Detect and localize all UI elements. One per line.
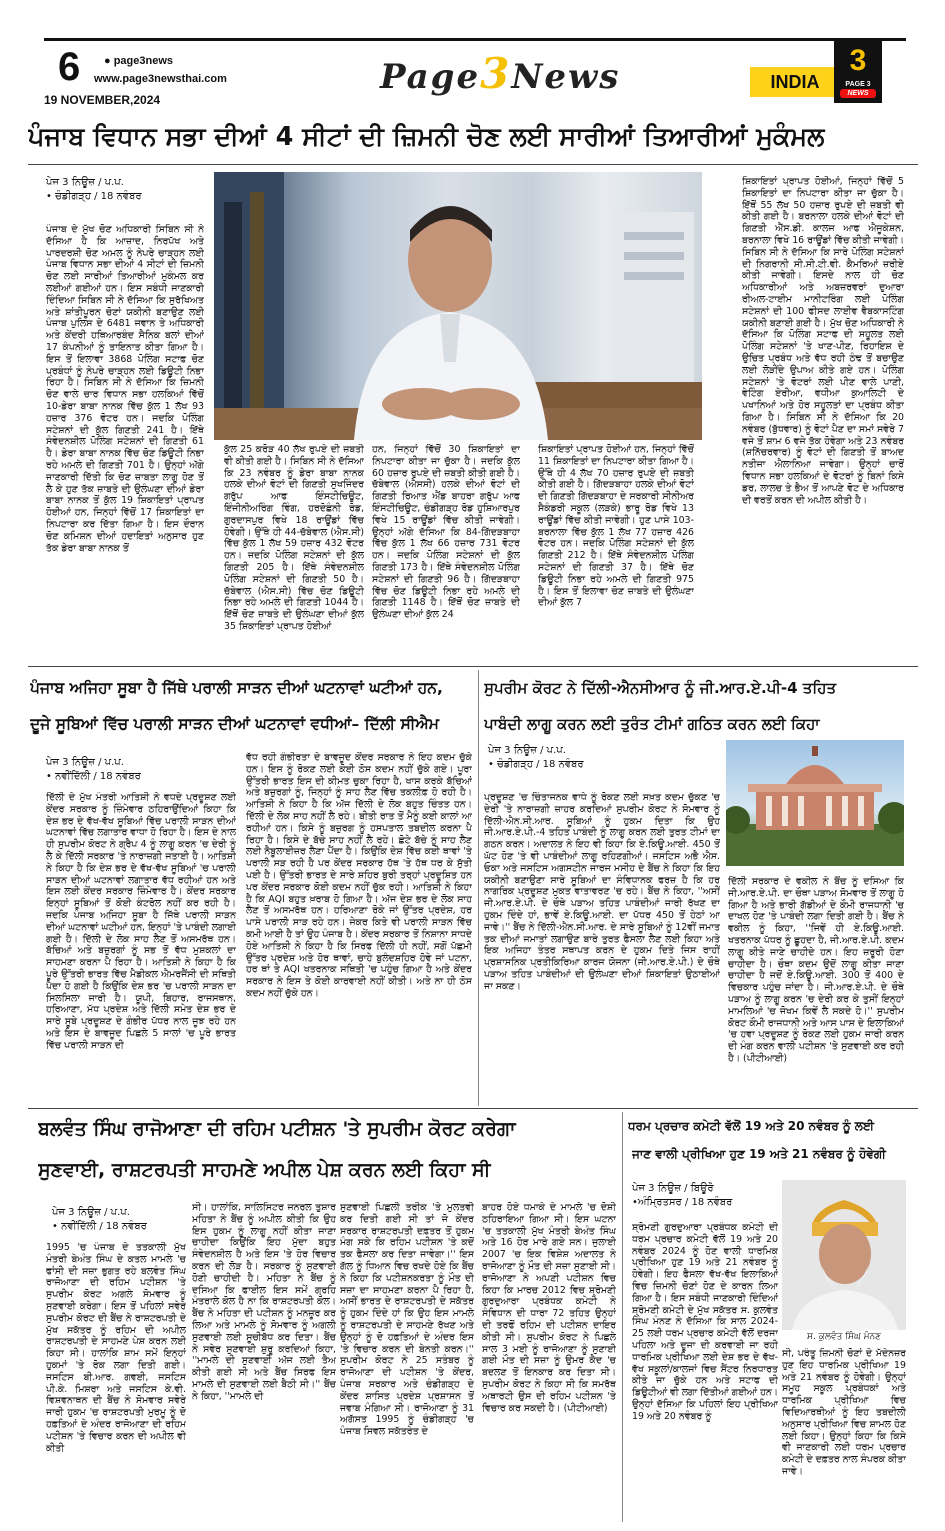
byline-source: ਪੇਜ 3 ਨਿਊਜ਼ / ਪ.ਪ. bbox=[52, 1207, 130, 1218]
photo-caption: ਸ. ਕੁਲਵੰਤ ਸਿੰਘ ਮੰਨਣ bbox=[806, 1332, 882, 1342]
site-name: ● page3news bbox=[104, 55, 174, 67]
byline-source: ਪੇਜ 3 ਨਿਊਜ਼ / ਪ.ਪ. bbox=[46, 177, 124, 188]
edition-badge: INDIA bbox=[750, 67, 840, 97]
person-portrait-icon bbox=[782, 1180, 906, 1330]
story4-col4: ਬਾਹਰ ਹੋਏ ਧਮਾਕੇ ਦੇ ਮਾਮਲੇ 'ਚ ਦੋਸ਼ੀ ਠਹਿਰਾਇਆ ਗਿਆ ਸੀ। ਇਸ ਘਟਨਾ 'ਚ ਤਤਕਾਲੀ ਮੁੱਖ ਮੰਤਰੀ ਬੇਅੰਤ ਸਿੰਘ ਅਤੇ 16 ਹੋਰ ਮਾਰੇ ਗਏ ਸਨ। ਜੁਲਾਈ 2007 'ਚ ਇਕ ਵਿਸ਼ੇਸ਼ ਅਦਾਲਤ ਨੇ ਰਾਜੋਆਣਾ ਨੂੰ ਮੌਤ ਦੀ ਸਜ਼ਾ ਸੁਣਾਈ ਸੀ। ਰਾਜੋਆਣਾ ਨੇ ਅਪਣੀ ਪਟੀਸ਼ਨ ਵਿਚ ਕਿਹਾ ਕਿ ਮਾਰਚ 2012 ਵਿਚ ਸ਼੍ਰੋਮਣੀ ਗੁਰਦੁਆਰਾ ਪ੍ਰਬੰਧਕ ਕਮੇਟੀ ਨੇ ਸੰਵਿਧਾਨ ਦੀ ਧਾਰਾ 72 ਤਹਿਤ ਉਨ੍ਹਾਂ ਦੀ ਤਰਫੋਂ ਰਹਿਮ ਦੀ ਪਟੀਸ਼ਨ ਦਾਇਰ ਕੀਤੀ ਸੀ। ਸੁਪਰੀਮ ਕੋਰਟ ਨੇ ਪਿਛਲੇ ਸਾਲ 3 ਮਈ ਨੂੰ ਰਾਜੋਆਣਾ ਨੂੰ ਸੁਣਾਈ ਗਈ ਮੌਤ ਦੀ ਸਜ਼ਾ ਨੂੰ ਉਮਰ ਕੈਦ 'ਚ ਬਦਲਣ ਤੋਂ ਇਨਕਾਰ ਕਰ ਦਿਤਾ ਸੀ। ਸੁਪਰੀਮ ਕੋਰਟ ਨੇ ਕਿਹਾ ਸੀ ਕਿ ਸਮਰੱਥ ਅਥਾਰਟੀ ਉਸ ਦੀ ਰਹਿਮ ਪਟੀਸ਼ਨ 'ਤੇ ਵਿਚਾਰ ਕਰ ਸਕਦੀ ਹੈ। (ਪੀਟੀਆਈ) bbox=[482, 1202, 616, 1414]
story3-col1: ਪ੍ਰਦੂਸ਼ਣ 'ਚ ਚਿੰਤਾਜਨਕ ਵਾਧੇ ਨੂੰ ਰੋਕਣ ਲਈ ਸਖ਼ਤ ਕਦਮ ਚੁੱਕਣ 'ਚ ਦੇਰੀ 'ਤੇ ਨਾਰਾਜ਼ਗੀ ਜ਼ਾਹਰ ਕਰਦਿਆਂ ਸੁਪਰੀਮ ਕੋਰਟ ਨੇ ਸੋਮਵਾਰ ਨੂੰ ਦਿੱਲੀ-ਐਨ.ਸੀ.ਆਰ. ਸੂਬਿਆਂ ਨੂੰ ਹੁਕਮ ਦਿਤਾ ਕਿ ਉਹ ਜੀ.ਆਰ.ਏ.ਪੀ.-4 ਤਹਿਤ ਪਾਬੰਦੀ ਨੂੰ ਲਾਗੂ ਕਰਨ ਲਈ ਤੁਰਤ ਟੀਮਾਂ ਦਾ ਗਠਨ ਕਰਨ। ਅਦਾਲਤ ਨੇ ਇਹ ਵੀ ਕਿਹਾ ਕਿ ਏ.ਕਿਊ.ਆਈ. 450 ਤੋਂ ਘੱਟ ਹੋਣ 'ਤੇ ਵੀ ਪਾਬੰਦੀਆਂ ਲਾਗੂ ਰਹਿਣਗੀਆਂ। ਜਸਟਿਸ ਅਭੈ ਐਸ. ਓਕਾ ਅਤੇ ਜਸਟਿਸ ਅਗਸਟੀਨ ਜਾਰਜ ਮਸੀਹ ਦੇ ਬੈਂਚ ਨੇ ਕਿਹਾ ਕਿ ਇਹ ਯਕੀਨੀ ਬਣਾਉਣਾ ਸਾਰੇ ਸੂਬਿਆਂ ਦਾ ਸੰਵਿਧਾਨਕ ਫਰਜ਼ ਹੈ ਕਿ ਹਰ ਨਾਗਰਿਕ ਪ੍ਰਦੂਸ਼ਣ ਮੁਕਤ ਵਾਤਾਵਰਣ 'ਚ ਰਹੇ। ਬੈਂਚ ਨੇ ਕਿਹਾ, ''ਅਸੀਂ ਜੀ.ਆਰ.ਏ.ਪੀ. ਦੇ ਚੌਥੇ ਪੜਾਅ ਤਹਿਤ ਪਾਬੰਦੀਆਂ ਜਾਰੀ ਰੱਖਣ ਦਾ ਹੁਕਮ ਦਿੰਦੇ ਹਾਂ, ਭਾਵੇਂ ਏ.ਕਿਊ.ਆਈ. ਦਾ ਪੱਧਰ 450 ਤੋਂ ਹੇਠਾਂ ਆ ਜਾਵੇ।'' ਬੈਂਚ ਨੇ ਦਿੱਲੀ-ਐਨ.ਸੀ.ਆਰ. ਦੇ ਸਾਰੇ ਸੂਬਿਆਂ ਨੂੰ 12ਵੀਂ ਜਮਾਤ ਤਕ ਦੀਆਂ ਜਮਾਤਾਂ ਲਗਾਉਣ ਬਾਰੇ ਤੁਰਤ ਫੈਸਲਾ ਲੈਣ ਲਈ ਕਿਹਾ ਅਤੇ ਇਕ ਅਜਿਹਾ ਤੰਤਰ ਸਥਾਪਤ ਕਰਨ ਦੇ ਹੁਕਮ ਦਿਤੇ ਜਿਸ ਰਾਹੀਂ ਪ੍ਰਸ਼ਾਸਨਿਕ ਪ੍ਰਤੀਕਿਰਿਆ ਕਾਰਜ ਯੋਜਨਾ (ਜੀ.ਆਰ.ਏ.ਪੀ.) ਦੇ ਚੌਥੇ ਪੜਾਅ ਤਹਿਤ ਪਾਬੰਦੀਆਂ ਦੀ ਉਲੰਘਣਾ ਦੀਆਂ ਸ਼ਿਕਾਇਤਾਂ ਉਠਾਈਆਂ ਜਾ ਸਕਣ। bbox=[484, 792, 720, 992]
story1-headline: ਪੰਜਾਬ ਵਿਧਾਨ ਸਭਾ ਦੀਆਂ 4 ਸੀਟਾਂ ਦੀ ਜ਼ਿਮਨੀ ਚੋਣ ਲਈ ਸਾਰੀਆਂ ਤਿਆਰੀਆਂ ਮੁਕੰਮਲ bbox=[28, 122, 825, 152]
story5-headline-line1: ਧਰਮ ਪ੍ਰਚਾਰ ਕਮੇਟੀ ਵੱਲੋਂ 19 ਅਤੇ 20 ਨਵੰਬਰ ਨੂੰ ਲਈ bbox=[628, 1119, 875, 1133]
story2-byline bbox=[46, 756, 206, 784]
story1-col1: ਪੰਜਾਬ ਦੇ ਮੁੱਖ ਚੋਣ ਅਧਿਕਾਰੀ ਸਿਬਿਨ ਸੀ ਨੇ ਦੱਸਿਆ ਹੈ ਕਿ ਆਜ਼ਾਦ, ਨਿਰਪੱਖ ਅਤੇ ਪਾਰਦਰਸ਼ੀ ਚੋਣ ਅਮਲ ਨੂੰ ਨੇਪਰੇ ਚਾੜ੍ਹਨ ਲਈ ਪੰਜਾਬ ਵਿਧਾਨ ਸਭਾ ਦੀਆਂ 4 ਸੀਟਾਂ ਦੀ ਜ਼ਿਮਨੀ ਚੋਣ ਲਈ ਸਾਰੀਆਂ ਤਿਆਰੀਆਂ ਮੁਕੰਮਲ ਕਰ ਲਈਆਂ ਗਈਆਂ ਹਨ। ਇਸ ਸਬੰਧੀ ਜਾਣਕਾਰੀ ਦਿੰਦਿਆ ਸਿਬਿਨ ਸੀ ਨੇ ਦੱਸਿਆ ਕਿ ਸੁਰੱਖਿਅਤ ਅਤੇ ਸ਼ਾਂਤੀਪੂਰਨ ਚੋਣਾਂ ਯਕੀਨੀ ਬਣਾਉਣ ਲਈ ਪੰਜਾਬ ਪੁਲਿਸ ਦੇ 6481 ਜਵਾਨ ਤੇ ਅਧਿਕਾਰੀ ਅਤੇ ਕੇਂਦਰੀ ਹਥਿਆਰਬੰਦ ਸੈਨਿਕ ਬਲਾਂ ਦੀਆਂ 17 ਕੰਪਨੀਆਂ ਨੂੰ ਤਾਇਨਾਤ ਕੀਤਾ ਗਿਆ ਹੈ। ਇਸ ਤੋਂ ਇਲਾਵਾ 3868 ਪੋਲਿੰਗ ਸਟਾਫ ਚੋਣ ਪ੍ਰਬੰਧਾਂ ਨੂੰ ਨੇਪਰੇ ਚਾੜ੍ਹਨ ਲਈ ਡਿਊਟੀ ਨਿਭਾ ਰਿਹਾ ਹੈ। ਸਿਬਿਨ ਸੀ ਨੇ ਦੱਸਿਆ ਕਿ ਜ਼ਿਮਨੀ ਚੋਣ ਵਾਲੇ ਚਾਰ ਵਿਧਾਨ ਸਭਾ ਹਲਕਿਆਂ ਵਿੱਚੋਂ 10-ਡੇਰਾ ਬਾਬਾ ਨਾਨਕ ਵਿੱਚ ਕੁੱਲ 1 ਲੱਖ 93 ਹਜ਼ਾਰ 376 ਵੋਟਰ ਹਨ। ਜਦਕਿ ਪੋਲਿੰਗ ਸਟੇਸ਼ਨਾਂ ਦੀ ਕੁੱਲ ਗਿਣਤੀ 241 ਹੈ। ਇੱਥੇ ਸੰਵੇਦਨਸ਼ੀਲ ਪੋਲਿੰਗ ਸਟੇਸ਼ਨਾਂ ਦੀ ਗਿਣਤੀ 61 ਹੈ। ਡੇਰਾ ਬਾਬਾ ਨਾਨਕ ਵਿੱਚ ਚੋਣ ਡਿਊਟੀ ਨਿਭਾ ਰਹੇ ਅਮਲੇ ਦੀ ਗਿਣਤੀ 701 ਹੈ। ਉਨ੍ਹਾਂ ਅੱਗੇ ਜਾਣਕਾਰੀ ਦਿੱਤੀ ਕਿ ਚੋਣ ਜ਼ਾਬਤਾ ਲਾਗੂ ਹੋਣ ਤੋਂ ਲੈ ਕੇ ਹੁਣ ਤੱਕ ਜ਼ਾਬਤੇ ਦੀ ਉਲੰਘਣਾ ਦੀਆਂ ਡੇਰਾ ਬਾਬਾ ਨਾਨਕ ਤੋਂ ਕੁੱਲ 19 ਸ਼ਿਕਾਇਤਾਂ ਪ੍ਰਾਪਤ ਹੋਈਆਂ ਹਨ, ਜਿਨ੍ਹਾਂ ਵਿੱਚੋਂ 17 ਸ਼ਿਕਾਇਤਾਂ ਦਾ ਨਿਪਟਾਰਾ ਕਰ ਦਿੱਤਾ ਗਿਆ ਹੈ। ਇਸ ਦੌਰਾਨ ਚੋਣ ਕਮਿਸ਼ਨ ਦੀਆਂ ਹਦਾਇਤਾਂ ਅਨੁਸਾਰ ਹੁਣ ਤੱਕ ਡੇਰਾ ਬਾਬਾ ਨਾਨਕ ਤੋਂ bbox=[46, 224, 204, 554]
byline-place: •ਅੰਮ੍ਰਿਤਸਰ / 18 ਨਵੰਬਰ bbox=[632, 1197, 733, 1208]
masthead bbox=[44, 38, 906, 107]
byline-source: ਪੇਜ 3 ਨਿਊਜ਼ / ਪ.ਪ. bbox=[488, 745, 566, 756]
story1-col5: ਸ਼ਿਕਾਇਤਾਂ ਪ੍ਰਾਪਤ ਹੋਈਆਂ, ਜਿਨ੍ਹਾਂ ਵਿੱਚੋਂ 5 ਸ਼ਿਕਾਇਤਾਂ ਦਾ ਨਿਪਟਾਰਾ ਕੀਤਾ ਜਾ ਚੁੱਕਾ ਹੈ। ਇੱਥੋਂ 55 ਲੱਖ 50 ਹਜ਼ਾਰ ਰੁਪਏ ਦੀ ਜ਼ਬਤੀ ਵੀ ਕੀਤੀ ਗਈ ਹੈ। ਬਰਨਾਲਾ ਹਲਕੇ ਦੀਆਂ ਵੋਟਾਂ ਦੀ ਗਿਣਤੀ ਐੱਸ.ਡੀ. ਕਾਲਜ ਆਫ ਐਜੂਕੇਸ਼ਨ, ਬਰਨਾਲਾ ਵਿਖੇ 16 ਰਾਊਂਡਾਂ ਵਿੱਚ ਕੀਤੀ ਜਾਵੇਗੀ। ਸਿਬਿਨ ਸੀ ਨੇ ਦੱਸਿਆ ਕਿ ਸਾਰੇ ਪੋਲਿੰਗ ਸਟੇਸ਼ਨਾਂ ਦੀ ਨਿਗਰਾਨੀ ਸੀ.ਸੀ.ਟੀ.ਵੀ. ਕੈਮਰਿਆਂ ਜ਼ਰੀਏ ਕੀਤੀ ਜਾਵੇਗੀ। ਇਸਦੇ ਨਾਲ ਹੀ ਚੋਣ ਅਧਿਕਾਰੀਆਂ ਅਤੇ ਅਬਜ਼ਰਵਰਾਂ ਦੁਆਰਾ ਰੀਅਲ-ਟਾਈਮ ਮਾਨੀਟਰਿੰਗ ਲਈ ਪੋਲਿੰਗ ਸਟੇਸ਼ਨਾਂ ਦੀ 100 ਫੀਸਦ ਲਾਈਵ ਵੈਬਕਾਸਟਿੰਗ ਯਕੀਨੀ ਬਣਾਈ ਗਈ ਹੈ। ਮੁੱਖ ਚੋਣ ਅਧਿਕਾਰੀ ਨੇ ਦੱਸਿਆ ਕਿ ਪੋਲਿੰਗ ਸਟਾਫ ਦੀ ਸਹੂਲਤ ਲਈ ਪੋਲਿੰਗ ਸਟੇਸ਼ਨਾਂ 'ਤੇ ਖਾਣ-ਪੀਣ, ਰਿਹਾਇਸ਼ ਦੇ ਉਚਿਤ ਪ੍ਰਬੰਧ ਅਤੇ ਵੱਧ ਰਹੀ ਠੰਢ ਤੋਂ ਬਚਾਉਣ ਲਈ ਲੋੜੀਂਦੇ ਉਪਾਅ ਕੀਤੇ ਗਏ ਹਨ। ਪੋਲਿੰਗ ਸਟੇਸ਼ਨਾਂ 'ਤੇ ਵੋਟਰਾਂ ਲਈ ਪੀਣ ਵਾਲੇ ਪਾਣੀ, ਵੇਟਿੰਗ ਏਰੀਆ, ਵਧੀਆ ਕੁਆਲਿਟੀ ਦੇ ਪਖਾਨਿਆਂ ਅਤੇ ਹੋਰ ਸਹੂਲਤਾਂ ਦਾ ਪ੍ਰਬੰਧ ਕੀਤਾ ਗਿਆ ਹੈ। ਸਿਬਿਨ ਸੀ ਨੇ ਦੱਸਿਆ ਕਿ 20 ਨਵੰਬਰ (ਬੁੱਧਵਾਰ) ਨੂੰ ਵੋਟਾਂ ਪੈਣ ਦਾ ਸਮਾਂ ਸਵੇਰੇ 7 ਵਜੇ ਤੋਂ ਸ਼ਾਮ 6 ਵਜੇ ਤੱਕ ਹੋਵੇਗਾ ਅਤੇ 23 ਨਵੰਬਰ (ਸ਼ਨਿੱਚਰਵਾਰ) ਨੂੰ ਵੋਟਾਂ ਦੀ ਗਿਣਤੀ ਤੋਂ ਬਾਅਦ ਨਤੀਜਾ ਐਲਾਨਿਆ ਜਾਵੇਗਾ। ਉਨ੍ਹਾਂ ਚਾਰੋਂ ਵਿਧਾਨ ਸਭਾ ਹਲਕਿਆਂ ਦੇ ਵੋਟਰਾਂ ਨੂੰ ਬਿਨਾਂ ਕਿਸੇ ਡਰ, ਲਾਲਚ ਤੇ ਭੈਅ ਤੋਂ ਆਪਣੇ ਵੋਟ ਦੇ ਅਧਿਕਾਰ ਦੀ ਵਰਤੋਂ ਕਰਨ ਦੀ ਅਪੀਲ ਕੀਤੀ ਹੈ। bbox=[742, 176, 904, 506]
story4-headline-line1: ਬਲਵੰਤ ਸਿੰਘ ਰਾਜੋਆਣਾ ਦੀ ਰਹਿਮ ਪਟੀਸ਼ਨ 'ਤੇ ਸੁਪਰੀਮ ਕੋਰਟ ਕਰੇਗਾ bbox=[38, 1118, 516, 1140]
story3-headline-line1: ਸੁਪਰੀਮ ਕੋਰਟ ਨੇ ਦਿੱਲੀ-ਐਨਸੀਆਰ ਨੂੰ ਜੀ.ਆਰ.ਏ.ਪੀ-4 ਤਹਿਤ bbox=[484, 679, 837, 697]
byline-place: • ਨਵੀਂਦਿੱਲੀ / 18 ਨਵੰਬਰ bbox=[52, 1221, 147, 1232]
story1-col4: ਸ਼ਿਕਾਇਤਾਂ ਪ੍ਰਾਪਤ ਹੋਈਆਂ ਹਨ, ਜਿਨ੍ਹਾਂ ਵਿੱਚੋਂ 11 ਸ਼ਿਕਾਇਤਾਂ ਦਾ ਨਿਪਟਾਰਾ ਕੀਤਾ ਗਿਆ ਹੈ। ਉੱਥੇ ਹੀ 4 ਲੱਖ 70 ਹਜ਼ਾਰ ਰੁਪਏ ਦੀ ਜ਼ਬਤੀ ਕੀਤੀ ਗਈ ਹੈ। ਗਿੱਦੜਬਾਹਾ ਹਲਕੇ ਦੀਆਂ ਵੋਟਾਂ ਦੀ ਗਿਣਤੀ ਗਿੱਦੜਬਾਹਾ ਦੇ ਸਰਕਾਰੀ ਸੀਨੀਅਰ ਸੈਕੰਡਰੀ ਸਕੂਲ (ਲੜਕੇ) ਭਾਰੂ ਰੋਡ ਵਿਖੇ 13 ਰਾਊਂਡਾਂ ਵਿੱਚ ਕੀਤੀ ਜਾਵੇਗੀ। ਹੁਣ ਪਾਸੇ 103-ਬਰਨਾਲਾ ਵਿੱਚ ਕੁੱਲ 1 ਲੱਖ 77 ਹਜ਼ਾਰ 426 ਵੋਟਰ ਹਨ। ਜਦਕਿ ਪੋਲਿੰਗ ਸਟੇਸ਼ਨਾਂ ਦੀ ਕੁੱਲ ਗਿਣਤੀ 212 ਹੈ। ਇੱਥੇ ਸੰਵੇਦਨਸ਼ੀਲ ਪੋਲਿੰਗ ਸਟੇਸ਼ਨਾਂ ਦੀ ਗਿਣਤੀ 37 ਹੈ। ਇੱਥੇ ਚੋਣ ਡਿਊਟੀ ਨਿਭਾ ਰਹੇ ਅਮਲੇ ਦੀ ਗਿਣਤੀ 975 ਹੈ। ਇਸ ਤੋਂ ਇਲਾਵਾ ਚੋਣ ਜ਼ਾਬਤੇ ਦੀ ਉਲੰਘਣਾ ਦੀਆਂ ਕੁੱਲ 7 bbox=[538, 444, 694, 609]
story5-col2: ਸੀ, ਪਰੰਤੂ ਜ਼ਿਮਨੀ ਚੋਣਾਂ ਦੇ ਮੱਦੇਨਜ਼ਰ ਹੁਣ ਇਹ ਧਾਰਮਿਕ ਪ੍ਰੀਖਿਆ 19 ਅਤੇ 21 ਨਵੰਬਰ ਨੂੰ ਹੋਵੇਗੀ। ਉਨ੍ਹਾਂ ਸਮੂਹ ਸਕੂਲ ਪ੍ਰਬੰਧਕਾਂ ਅਤੇ ਧਾਰਮਿਕ ਪ੍ਰੀਖਿਆ ਵਿਚ ਵਿਦਿਆਰਥੀਆਂ ਨੂੰ ਇਹ ਤਬਦੀਲੀ ਅਨੁਸਾਰ ਪ੍ਰੀਖਿਆ ਵਿਚ ਸ਼ਾਮਲ ਹੋਣ ਲਈ ਕਿਹਾ। ਉਨ੍ਹਾਂ ਕਿਹਾ ਕਿ ਕਿਸੇ ਵੀ ਜਾਣਕਾਰੀ ਲਈ ਧਰਮ ਪ੍ਰਚਾਰ ਕਮੇਟੀ ਦੇ ਦਫ਼ਤਰ ਨਾਲ ਸੰਪਰਕ ਕੀਤਾ ਜਾਵੇ। bbox=[782, 1348, 906, 1477]
page-number: 6 bbox=[58, 45, 81, 89]
story4-col3: ਸੁਣਵਾਈ ਪਿਛਲੀ ਤਰੀਕ 'ਤੇ ਮੁਲਤਵੀ ਕਰ ਦਿਤੀ ਗਈ ਸੀ ਤਾਂ ਜੋ ਕੇਂਦਰ ਸਰਕਾਰ ਰਾਸ਼ਟਰਪਤੀ ਦਫ਼ਤਰ ਤੋਂ ਹੁਕਮ ਮੰਗ ਸਕੇ ਕਿ ਰਹਿਮ ਪਟੀਸ਼ਨ 'ਤੇ ਕਦੋਂ ਤਕ ਫੈਸਲਾ ਕਰ ਦਿਤਾ ਜਾਵੇਗਾ।'' ਇਸ ਗੱਲ ਨੂੰ ਧਿਆਨ ਵਿਚ ਰਖਦੇ ਹੋਏ ਕਿ ਬੈਂਚ ਨੇ ਕਿਹਾ ਕਿ ਪਟੀਸ਼ਨਕਰਤਾ ਨੂੰ ਮੌਤ ਦੀ ਸਜ਼ਾ ਦਾ ਸਾਹਮਣਾ ਕਰਨਾ ਪੈ ਰਿਹਾ ਹੈ, ਅਸੀਂ ਭਾਰਤ ਦੇ ਰਾਸ਼ਟਰਪਤੀ ਦੇ ਸਕੱਤਰ ਨੂੰ ਹੁਕਮ ਦਿੰਦੇ ਹਾਂ ਕਿ ਉਹ ਇਸ ਮਾਮਲੇ ਨੂੰ ਰਾਸ਼ਟਰਪਤੀ ਦੇ ਸਾਹਮਣੇ ਰੱਖਣ ਅਤੇ ਉਨ੍ਹਾਂ ਨੂੰ ਦੋ ਹਫ਼ਤਿਆਂ ਦੇ ਅੰਦਰ ਇਸ 'ਤੇ ਵਿਚਾਰ ਕਰਨ ਦੀ ਬੇਨਤੀ ਕਰਨ।'' ਸੁਪਰੀਮ ਕੋਰਟ ਨੇ 25 ਸਤੰਬਰ ਨੂੰ ਰਾਜੋਆਣਾ ਦੀ ਪਟੀਸ਼ਨ 'ਤੇ ਕੇਂਦਰ, ਪੰਜਾਬ ਸਰਕਾਰ ਅਤੇ ਚੰਡੀਗੜ੍ਹ ਦੇ ਕੇਂਦਰ ਸ਼ਾਸਿਤ ਪ੍ਰਦੇਸ਼ ਪ੍ਰਸ਼ਾਸਨ ਤੋਂ ਜਵਾਬ ਮੰਗਿਆ ਸੀ। ਰਾਜੋਆਣਾ ਨੂੰ 31 ਅਗੱਸਤ 1995 ਨੂੰ ਚੰਡੀਗੜ੍ਹ 'ਚ ਪੰਜਾਬ ਸਿਵਲ ਸਕੱਤਰੇਤ ਦੇ bbox=[340, 1202, 474, 1438]
story5-col1: ਸ਼੍ਰੋਮਣੀ ਗੁਰਦੁਆਰਾ ਪ੍ਰਬੰਧਕ ਕਮੇਟੀ ਦੀ ਧਰਮ ਪ੍ਰਚਾਰ ਕਮੇਟੀ ਵੱਲੋਂ 19 ਅਤੇ 20 ਨਵੰਬਰ 2024 ਨੂੰ ਹੋਣ ਵਾਲੀ ਧਾਰਮਿਕ ਪ੍ਰੀਖਿਆ ਹੁਣ 19 ਅਤੇ 21 ਨਵੰਬਰ ਨੂੰ ਹੋਵੇਗੀ। ਇਹ ਫੈਸਲਾ ਵੱਖ-ਵੱਖ ਇਲਾਕਿਆਂ ਵਿਚ ਜ਼ਿਮਨੀ ਚੋਣਾਂ ਹੋਣ ਦੇ ਕਾਰਨ ਲਿਆ ਗਿਆ ਹੈ। ਇਸ ਸਬੰਧੀ ਜਾਣਕਾਰੀ ਦਿੰਦਿਆਂ ਸ਼੍ਰੋਮਣੀ ਕਮੇਟੀ ਦੇ ਮੁੱਖ ਸਕੱਤਰ ਸ. ਕੁਲਵੰਤ ਸਿੰਘ ਮੰਨਣ ਨੇ ਦੱਸਿਆ ਕਿ ਸਾਲ 2024-25 ਲਈ ਧਰਮ ਪ੍ਰਚਾਰ ਕਮੇਟੀ ਵੱਲੋਂ ਦਰਜਾ ਪਹਿਲਾ ਅਤੇ ਦੂਜਾ ਦੀ ਕਰਵਾਈ ਜਾ ਰਹੀ ਧਾਰਮਿਕ ਪ੍ਰੀਖਿਆ ਲਈ ਦੇਸ਼ ਭਰ ਦੇ ਵੱਖ-ਵੱਖ ਸਕੂਲਾਂ/ਕਾਲਜਾਂ ਵਿਚ ਸੈਂਟਰ ਨਿਰਧਾਰਤ ਕੀਤੇ ਜਾ ਚੁੱਕੇ ਹਨ ਅਤੇ ਸਟਾਫ ਦੀ ਡਿਊਟੀਆਂ ਵੀ ਲਗਾ ਦਿੱਤੀਆਂ ਗਈਆਂ ਹਨ। ਉਨ੍ਹਾਂ ਦੱਸਿਆ ਕਿ ਪਹਿਲਾਂ ਇਹ ਪ੍ਰੀਖਿਆ 19 ਅਤੇ 20 ਨਵੰਬਰ ਨੂੰ bbox=[632, 1222, 778, 1422]
byline-place: • ਚੰਡੀਗੜ੍ਹ / 18 ਨਵੰਬਰ bbox=[488, 759, 584, 770]
story2-col1: ਦਿੱਲੀ ਦੇ ਮੁੱਖ ਮੰਤਰੀ ਆਤਿਸ਼ੀ ਨੇ ਵਧਦੇ ਪ੍ਰਦੂਸ਼ਣ ਲਈ ਕੇਂਦਰ ਸਰਕਾਰ ਨੂੰ ਜ਼ਿੰਮੇਵਾਰ ਠਹਿਰਾਉਂਦਿਆਂ ਕਿਹਾ ਕਿ ਦੇਸ਼ ਭਰ ਦੇ ਵੱਖ-ਵੱਖ ਸੂਬਿਆਂ ਵਿੱਚ ਪਰਾਲੀ ਸਾੜਨ ਦੀਆਂ ਘਟਨਾਵਾਂ ਵਿੱਚ ਲਗਾਤਾਰ ਵਾਧਾ ਹੋ ਰਿਹਾ ਹੈ। ਇਸ ਦੇ ਨਾਲ ਹੀ ਸੁਪਰੀਮ ਕੋਰਟ ਨੇ ਗ੍ਰੈਪ 4 ਨੂੰ ਲਾਗੂ ਕਰਨ 'ਚ ਦੇਰੀ ਨੂੰ ਲੈ ਕੇ ਦਿੱਲੀ ਸਰਕਾਰ 'ਤੇ ਨਾਰਾਜ਼ਗੀ ਜਤਾਈ ਹੈ। ਆਤਿਸ਼ੀ ਨੇ ਕਿਹਾ ਹੈ ਕਿ ਦੇਸ਼ ਭਰ ਦੇ ਵੱਖ-ਵੱਖ ਸੂਬਿਆਂ 'ਚ ਪਰਾਲੀ ਸਾੜਨ ਦੀਆਂ ਘਟਨਾਵਾਂ ਲਗਾਤਾਰ ਵੱਧ ਰਹੀਆਂ ਹਨ ਅਤੇ ਇਸ ਲਈ ਕੇਂਦਰ ਸਰਕਾਰ ਜ਼ਿੰਮੇਵਾਰ ਹੈ। ਕੇਂਦਰ ਸਰਕਾਰ ਇਨ੍ਹਾਂ ਸੂਬਿਆਂ ਤੋਂ ਕੋਈ ਕੰਟਰੋਲ ਨਹੀਂ ਕਰ ਰਹੀ ਹੈ। ਜਦਕਿ ਪੰਜਾਬ ਅਜਿਹਾ ਸੂਬਾ ਹੈ ਜਿੱਥੇ ਪਰਾਲੀ ਸਾੜਨ ਦੀਆਂ ਘਟਨਾਵਾਂ ਘਟੀਆਂ ਹਨ, ਇਨ੍ਹਾਂ 'ਤੇ ਪਾਬੰਦੀ ਲਗਾਈ ਗਈ ਹੈ। ਦਿੱਲੀ ਦੇ ਲੋਕ ਸਾਹ ਲੈਣ ਤੋਂ ਅਸਮਰੱਥ ਹਨ। ਬੱਚਿਆਂ ਅਤੇ ਬਜ਼ੁਰਗਾਂ ਨੂੰ ਸਭ ਤੋਂ ਵੱਧ ਮੁਸ਼ਕਲਾਂ ਦਾ ਸਾਹਮਣਾ ਕਰਨਾ ਪੈ ਰਿਹਾ ਹੈ। ਆਤਿਸ਼ੀ ਨੇ ਕਿਹਾ ਹੈ ਕਿ ਪੂਰੇ ਉੱਤਰੀ ਭਾਰਤ ਵਿੱਚ ਮੈਡੀਕਲ ਐਮਰਜੈਂਸੀ ਦੀ ਸਥਿਤੀ ਪੈਦਾ ਹੋ ਗਈ ਹੈ ਕਿਉਂਕਿ ਦੇਸ਼ ਭਰ 'ਚ ਪਰਾਲੀ ਸਾੜਨ ਦਾ ਸਿਲਸਿਲਾ ਜਾਰੀ ਹੈ। ਯੂਪੀ, ਬਿਹਾਰ, ਰਾਜਸਥਾਨ, ਹਰਿਆਣਾ, ਮੱਧ ਪ੍ਰਦੇਸ਼ ਅਤੇ ਦਿੱਲੀ ਸਮੇਤ ਦੇਸ਼ ਭਰ ਦੇ ਸਾਰੇ ਸੂਬੇ ਪ੍ਰਦੂਸ਼ਣ ਦੇ ਗੰਭੀਰ ਪੱਧਰ ਨਾਲ ਜੂਝ ਰਹੇ ਹਨ ਅਤੇ ਇਸ ਦੇ ਬਾਵਜੂਦ ਪਿਛਲੇ 5 ਸਾਲਾਂ 'ਚ ਪੂਰੇ ਭਾਰਤ ਵਿੱਚ ਪਰਾਲੀ ਸਾੜਨ ਦੀ bbox=[46, 792, 236, 1051]
site-url: www.page3newsthai.com bbox=[94, 73, 227, 85]
brand-logo-icon: 3 PAGE 3 NEWS bbox=[834, 41, 882, 103]
story5-byline bbox=[632, 1182, 782, 1210]
story1-col3: ਹਨ, ਜਿਨ੍ਹਾਂ ਵਿੱਚੋਂ 30 ਸ਼ਿਕਾਇਤਾਂ ਦਾ ਨਿਪਟਾਰਾ ਕੀਤਾ ਜਾ ਚੁੱਕਾ ਹੈ। ਜਦਕਿ ਕੁੱਲ 60 ਹਜ਼ਾਰ ਰੁਪਏ ਦੀ ਜ਼ਬਤੀ ਕੀਤੀ ਗਈ ਹੈ। ਚੱਬੇਵਾਲ (ਐਸਸੀ) ਹਲਕੇ ਦੀਆਂ ਵੋਟਾਂ ਦੀ ਗਿਣਤੀ ਰਿਆਤ ਐਂਡ ਬਾਹਰਾ ਗਰੁੱਪ ਆਫ ਇੰਸਟੀਚਿਊਟ, ਚੰਡੀਗੜ੍ਹ ਰੋਡ ਹੁਸ਼ਿਆਰਪੁਰ ਵਿਖੇ 15 ਰਾਊਂਡਾਂ ਵਿੱਚ ਕੀਤੀ ਜਾਵੇਗੀ। ਉਨ੍ਹਾਂ ਅੱਗੇ ਦੱਸਿਆ ਕਿ 84-ਗਿੱਦੜਬਾਹਾ ਵਿੱਚ ਕੁੱਲ 1 ਲੱਖ 66 ਹਜ਼ਾਰ 731 ਵੋਟਰ ਹਨ। ਜਦਕਿ ਪੋਲਿੰਗ ਸਟੇਸ਼ਨਾਂ ਦੀ ਕੁੱਲ ਗਿਣਤੀ 173 ਹੈ। ਇੱਥੇ ਸੰਵੇਦਨਸ਼ੀਲ ਪੋਲਿੰਗ ਸਟੇਸ਼ਨਾਂ ਦੀ ਗਿਣਤੀ 96 ਹੈ। ਗਿੱਦੜਬਾਹਾ ਵਿੱਚ ਚੋਣ ਡਿਊਟੀ ਨਿਭਾ ਰਹੇ ਅਮਲੇ ਦੀ ਗਿਣਤੀ 1148 ਹੈ। ਇੱਥੋਂ ਚੋਣ ਜ਼ਾਬਤੇ ਦੀ ਉਲੰਘਣਾ ਦੀਆਂ ਕੁੱਲ 24 bbox=[372, 444, 520, 621]
newspaper-logo: Page3News bbox=[380, 49, 621, 98]
story3-col2: ਦਿੱਲੀ ਸਰਕਾਰ ਦੇ ਵਕੀਲ ਨੇ ਬੈਂਚ ਨੂੰ ਦਸਿਆ ਕਿ ਜੀ.ਆਰ.ਏ.ਪੀ. ਦਾ ਚੌਥਾ ਪੜਾਅ ਸੋਮਵਾਰ ਤੋਂ ਲਾਗੂ ਹੋ ਗਿਆ ਹੈ ਅਤੇ ਭਾਰੀ ਗੱਡੀਆਂ ਦੇ ਕੌਮੀ ਰਾਜਧਾਨੀ 'ਚ ਦਾਖਲ ਹੋਣ 'ਤੇ ਪਾਬੰਦੀ ਲਗਾ ਦਿਤੀ ਗਈ ਹੈ। ਬੈਂਚ ਨੇ ਵਕੀਲ ਨੂੰ ਕਿਹਾ, ''ਜਿਵੇਂ ਹੀ ਏ.ਕਿਊ.ਆਈ. ਖਤਰਨਾਕ ਪੱਧਰ ਨੂੰ ਛੂਹਦਾ ਹੈ, ਜੀ.ਆਰ.ਏ.ਪੀ. ਕਦਮ ਲਾਗੂ ਕੀਤੇ ਜਾਣੇ ਚਾਹੀਦੇ ਹਨ। ਇਹ ਜ਼ਰੂਰੀ ਹੋਣਾ ਚਾਹੀਦਾ ਹੈ। ਚੌਥਾ ਕਦਮ ਉਦੋਂ ਲਾਗੂ ਕੀਤਾ ਜਾਣਾ ਚਾਹੀਦਾ ਹੈ ਜਦੋਂ ਏ.ਕਿਊ.ਆਈ. 300 ਤੋਂ 400 ਦੇ ਵਿਚਕਾਰ ਪਹੁੰਚ ਜਾਂਦਾ ਹੈ। ਜੀ.ਆਰ.ਏ.ਪੀ. ਦੇ ਚੌਥੇ ਪੜਾਅ ਨੂੰ ਲਾਗੂ ਕਰਨ 'ਚ ਦੇਰੀ ਕਰ ਕੇ ਤੁਸੀਂ ਇਨ੍ਹਾਂ ਮਾਮਲਿਆਂ 'ਚ ਜੋਖਮ ਕਿਵੇਂ ਲੈ ਸਕਦੇ ਹੋ।'' ਸੁਪਰੀਮ ਕੋਰਟ ਕੌਮੀ ਰਾਜਧਾਨੀ ਅਤੇ ਆਸ ਪਾਸ ਦੇ ਇਲਾਕਿਆਂ 'ਚ ਹਵਾ ਪ੍ਰਦੂਸ਼ਣ ਨੂੰ ਰੋਕਣ ਲਈ ਹੁਕਮ ਜਾਰੀ ਕਰਨ ਦੀ ਮੰਗ ਕਰਨ ਵਾਲੀ ਪਟੀਸ਼ਨ 'ਤੇ ਸੁਣਵਾਈ ਕਰ ਰਹੀ ਹੈ। (ਪੀਟੀਆਈ) bbox=[728, 876, 904, 1064]
story4-byline bbox=[52, 1206, 212, 1234]
byline-place: • ਚੰਡੀਗੜ੍ਹ / 18 ਨਵੰਬਰ bbox=[46, 191, 142, 202]
byline-source: ਪੇਜ 3 ਨਿਊਜ਼ / ਪ.ਪ. bbox=[46, 757, 124, 768]
story3-headline-line2: ਪਾਬੰਦੀ ਲਾਗੂ ਕਰਨ ਲਈ ਤੁਰੰਤ ਟੀਮਾਂ ਗਠਿਤ ਕਰਨ ਲਈ ਕਿਹਾ bbox=[484, 715, 820, 733]
story5-headline-line2: ਜਾਣ ਵਾਲੀ ਪ੍ਰੀਖਿਆ ਹੁਣ 19 ਅਤੇ 21 ਨਵੰਬਰ ਨੂੰ ਹੋਵੇਗੀ bbox=[632, 1147, 886, 1161]
story3-byline bbox=[488, 744, 648, 772]
story4-headline-line2: ਸੁਣਵਾਈ, ਰਾਸ਼ਟਰਪਤੀ ਸਾਹਮਣੇ ਅਪੀਲ ਪੇਸ਼ ਕਰਨ ਲਈ ਕਿਹਾ ਸੀ bbox=[38, 1159, 491, 1181]
story2-headline-line2: ਦੂਜੇ ਸੂਬਿਆਂ ਵਿੱਚ ਪਰਾਲੀ ਸਾੜਨ ਦੀਆਂ ਘਟਨਾਵਾਂ ਵਧੀਆਂ– ਦਿੱਲੀ ਸੀਐਮ bbox=[30, 715, 439, 733]
court-building-icon bbox=[726, 740, 904, 866]
issue-date: 19 NOVEMBER,2024 bbox=[44, 93, 161, 107]
official-photo-icon bbox=[214, 172, 702, 440]
byline-place: • ਨਵੀਂਦਿੱਲੀ / 18 ਨਵੰਬਰ bbox=[46, 771, 141, 782]
story1-col2: ਕੁੱਲ 25 ਕਰੋੜ 40 ਲੱਖ ਰੁਪਏ ਦੀ ਜ਼ਬਤੀ ਵੀ ਕੀਤੀ ਗਈ ਹੈ। ਸਿਬਿਨ ਸੀ ਨੇ ਦੱਸਿਆ ਕਿ 23 ਨਵੰਬਰ ਨੂੰ ਡੇਰਾ ਬਾਬਾ ਨਾਨਕ ਹਲਕੇ ਦੀਆਂ ਵੋਟਾਂ ਦੀ ਗਿਣਤੀ ਸੁਖਜਿੰਦਰ ਗਰੁੱਪ ਆਫ ਇੰਸਟੀਚਿਊਟ, ਇੰਜੀਨੀਅਰਿੰਗ ਵਿੰਗ, ਹਰਦੋਛੰਨੀ ਰੋਡ, ਗੁਰਦਾਸਪੁਰ ਵਿਖੇ 18 ਰਾਊਂਡਾਂ ਵਿੱਚ ਹੋਵੇਗੀ। ਉੱਥੇ ਹੀ 44-ਚੱਬੇਵਾਲ (ਐਸ.ਸੀ) ਵਿੱਚ ਕੁੱਲ 1 ਲੱਖ 59 ਹਜ਼ਾਰ 432 ਵੋਟਰ ਹਨ। ਜਦਕਿ ਪੋਲਿੰਗ ਸਟੇਸ਼ਨਾਂ ਦੀ ਕੁੱਲ ਗਿਣਤੀ 205 ਹੈ। ਇੱਥੇ ਸੰਵੇਦਨਸ਼ੀਲ ਪੋਲਿੰਗ ਸਟੇਸ਼ਨਾਂ ਦੀ ਗਿਣਤੀ 50 ਹੈ। ਚੱਬੇਵਾਲ (ਐਸ.ਸੀ) ਵਿੱਚ ਚੋਣ ਡਿਊਟੀ ਨਿਭਾ ਰਹੇ ਅਮਲੇ ਦੀ ਗਿਣਤੀ 1044 ਹੈ। ਇੱਥੋਂ ਚੋਣ ਜ਼ਾਬਤੇ ਦੀ ਉਲੰਘਣਾ ਦੀਆਂ ਕੁੱਲ 35 ਸ਼ਿਕਾਇਤਾਂ ਪ੍ਰਾਪਤ ਹੋਈਆਂ bbox=[224, 444, 364, 632]
byline-source: ਪੇਜ 3 ਨਿਊਜ਼ / ਬਿਊਰੋ bbox=[632, 1183, 714, 1194]
story4-col2: ਸੀ। ਹਾਲਾਂਕਿ, ਸਾਲਿਸਿਟਰ ਜਨਰਲ ਤੁਸ਼ਾਰ ਮਹਿਤਾ ਨੇ ਬੈਂਚ ਨੂੰ ਅਪੀਲ ਕੀਤੀ ਕਿ ਉਹ ਇਸ ਹੁਕਮ ਨੂੰ ਲਾਗੂ ਨਹੀਂ ਕੀਤਾ ਜਾਣਾ ਚਾਹੀਦਾ ਕਿਉਂਕਿ ਇਹ ਮੁੱਦਾ ਬਹੁਤ ਸੰਵੇਦਨਸ਼ੀਲ ਹੈ ਅਤੇ ਇਸ 'ਤੇ ਹੋਰ ਵਿਚਾਰ ਕਰਨ ਦੀ ਲੋੜ ਹੈ। ਸਰਕਾਰ ਨੂੰ ਸੁਣਵਾਈ ਹੋਣੀ ਚਾਹੀਦੀ ਹੈ। ਮਹਿਤਾ ਨੇ ਬੈਂਚ ਨੂੰ ਦਸਿਆ ਕਿ ਫਾਈਲ ਇਸ ਸਮੇਂ ਗ੍ਰਹਿ ਮੰਤਰਾਲੇ ਕੋਲ ਹੈ ਨਾ ਕਿ ਰਾਸ਼ਟਰਪਤੀ ਕੋਲ। ਬੈਂਚ ਨੇ ਮਹਿਤਾ ਦੀ ਪਟੀਸ਼ਨ ਨੂੰ ਮਨਜ਼ੂਰ ਕਰ ਲਿਆ ਅਤੇ ਮਾਮਲੇ ਨੂੰ ਸੋਮਵਾਰ ਨੂੰ ਅਗਲੀ ਸੁਣਵਾਈ ਲਈ ਸੂਚੀਬੱਧ ਕਰ ਦਿਤਾ। ਬੈਂਚ ਨੇ ਸਵੇਰ ਸੁਣਵਾਈ ਸ਼ੁਰੂ ਕਰਦਿਆਂ ਕਿਹਾ, ''ਮਾਮਲੇ ਦੀ ਸੁਣਵਾਈ ਅੱਜ ਲਈ ਤੈਅ ਕੀਤੀ ਗਈ ਸੀ ਅਤੇ ਬੈਂਚ ਸਿਰਫ ਇਸ ਮਾਮਲੇ ਦੀ ਸੁਣਵਾਈ ਲਈ ਬੈਠੀ ਸੀ।'' ਬੈਂਚ ਨੇ ਕਿਹਾ, ''ਮਾਮਲੇ ਦੀ bbox=[192, 1202, 336, 1402]
story2-headline-line1: ਪੰਜਾਬ ਅਜਿਹਾ ਸੂਬਾ ਹੈ ਜਿੱਥੇ ਪਰਾਲੀ ਸਾੜਨ ਦੀਆਂ ਘਟਨਾਵਾਂ ਘਟੀਆਂ ਹਨ, bbox=[30, 679, 443, 697]
story2-col2: ਵੱਧ ਰਹੀ ਗੰਭੀਰਤਾ ਦੇ ਬਾਵਜੂਦ ਕੇਂਦਰ ਸਰਕਾਰ ਨੇ ਇਹ ਕਦਮ ਚੁੱਕੇ ਹਨ। ਇਸ ਨੂੰ ਰੋਕਣ ਲਈ ਕੋਈ ਠੋਸ ਕਦਮ ਨਹੀਂ ਚੁੱਕੇ ਗਏ। ਪੂਰਾ ਉੱਤਰੀ ਭਾਰਤ ਇਸ ਦੀ ਕੀਮਤ ਚੁਕਾ ਰਿਹਾ ਹੈ, ਖਾਸ ਕਰਕੇ ਬੱਚਿਆਂ ਅਤੇ ਬਜ਼ੁਰਗਾਂ ਨੂੰ, ਜਿਨ੍ਹਾਂ ਨੂੰ ਸਾਹ ਲੈਣ ਵਿੱਚ ਤਕਲੀਫ਼ ਹੋ ਰਹੀ ਹੈ। ਆਤਿਸ਼ੀ ਨੇ ਕਿਹਾ ਹੈ ਕਿ ਅੱਜ ਦਿੱਲੀ ਦੇ ਲੋਕ ਬਹੁਤ ਚਿੰਤਤ ਹਨ। ਦਿੱਲੀ ਦੇ ਲੋਕ ਸਾਹ ਨਹੀਂ ਲੈ ਰਹੇ। ਬੀਤੀ ਰਾਤ ਤੋਂ ਮੈਨੂੰ ਕਈ ਕਾਲਾਂ ਆ ਰਹੀਆਂ ਹਨ। ਕਿਸੇ ਨੂੰ ਬਜ਼ੁਰਗ ਨੂੰ ਹਸਪਤਾਲ ਤਬਦੀਲ ਕਰਨਾ ਪੈ ਰਿਹਾ ਹੈ। ਕਿਸੇ ਦੇ ਬੱਚੇ ਸਾਹ ਨਹੀਂ ਲੈ ਰਹੇ। ਛੋਟੇ ਬੱਚੇ ਨੂੰ ਸਾਹ ਲੈਣ ਲਈ ਨੈਬੂਲਾਈਜ਼ਰ ਲੈਣਾ ਪੈਂਦਾ ਹੈ। ਕਿਉਂਕਿ ਦੇਸ਼ ਵਿੱਚ ਕਈ ਥਾਵਾਂ 'ਤੇ ਪਰਾਲੀ ਸੜ ਰਹੀ ਹੈ ਪਰ ਕੇਂਦਰ ਸਰਕਾਰ ਹੱਥ 'ਤੇ ਹੱਥ ਧਰ ਕੇ ਸੁੱਤੀ ਪਈ ਹੈ। ਉੱਤਰੀ ਭਾਰਤ ਦੇ ਸਾਰੇ ਸ਼ਹਿਰ ਬੁਰੀ ਤਰ੍ਹਾਂ ਪ੍ਰਦੂਸ਼ਿਤ ਹਨ ਪਰ ਕੇਂਦਰ ਸਰਕਾਰ ਕੋਈ ਕਦਮ ਨਹੀਂ ਚੁੱਕ ਰਹੀ। ਆਤਿਸ਼ੀ ਨੇ ਕਿਹਾ ਹੈ ਕਿ AQI ਬਹੁਤ ਖ਼ਰਾਬ ਹੋ ਗਿਆ ਹੈ। ਅੱਜ ਦੇਸ਼ ਭਰ ਦੇ ਲੋਕ ਸਾਹ ਲੈਣ ਤੋਂ ਅਸਮਰੱਥ ਹਨ। ਹਰਿਆਣਾ ਰੋਕੇ ਜਾਂ ਉੱਤਰ ਪ੍ਰਦੇਸ਼, ਹਰ ਪਾਸੇ ਪਰਾਲੀ ਸਾੜ ਰਹੇ ਹਨ। ਜੇਕਰ ਕਿਤੇ ਵੀ ਪਰਾਲੀ ਸਾੜਨ ਵਿੱਚ ਕਮੀ ਆਈ ਹੈ ਤਾਂ ਉਹ ਪੰਜਾਬ ਹੈ। ਕੇਂਦਰ ਸਰਕਾਰ ਤੋਂ ਨਿਸ਼ਾਨਾ ਸਾਧਦੇ ਹੋਏ ਆਤਿਸ਼ੀ ਨੇ ਕਿਹਾ ਹੈ ਕਿ ਸਿਰਫ ਦਿੱਲੀ ਹੀ ਨਹੀਂ, ਸਗੋਂ ਪੱਛਮੀ ਉੱਤਰ ਪ੍ਰਦੇਸ਼ ਅਤੇ ਹੋਰ ਥਾਵਾਂ, ਚਾਹੇ ਬੁਲੰਦਸ਼ਹਿਰ ਹੋਵੇ ਜਾਂ ਪਟਨਾ, ਹਰ ਥਾਂ ਤੇ AQI ਖਤਰਨਾਕ ਸਥਿਤੀ 'ਚ ਪਹੁੰਚ ਗਿਆ ਹੈ ਅਤੇ ਕੇਂਦਰ ਸਰਕਾਰ ਨੇ ਇਸ ਤੇ ਕੋਈ ਕਾਰਵਾਈ ਨਹੀਂ ਕੀਤੀ। ਅਤੇ ਨਾ ਹੀ ਠੋਸ ਕਦਮ ਨਹੀਂ ਚੁੱਕੇ ਹਨ। bbox=[246, 752, 472, 999]
story1-byline bbox=[46, 176, 206, 204]
story4-col1: 1995 'ਚ ਪੰਜਾਬ ਦੇ ਤਤਕਾਲੀ ਮੁੱਖ ਮੰਤਰੀ ਬੇਅੰਤ ਸਿੰਘ ਦੇ ਕਤਲ ਮਾਮਲੇ 'ਚ ਫਾਂਸੀ ਦੀ ਸਜ਼ਾ ਭੁਗਤ ਰਹੇ ਬਲਵੰਤ ਸਿੰਘ ਰਾਜੋਆਣਾ ਦੀ ਰਹਿਮ ਪਟੀਸ਼ਨ 'ਤੇ ਸੁਪਰੀਮ ਕੋਰਟ ਅਗਲੇ ਸੋਮਵਾਰ ਨੂੰ ਸੁਣਵਾਈ ਕਰੇਗਾ। ਇਸ ਤੋਂ ਪਹਿਲਾਂ ਸਵੇਰੇ ਸੁਪਰੀਮ ਕੋਰਟ ਦੀ ਬੈਂਚ ਨੇ ਰਾਸ਼ਟਰਪਤੀ ਦੇ ਮੁੱਖ ਸਕੱਤਰ ਨੂੰ ਰਹਿਮ ਦੀ ਅਪੀਲ ਰਾਸ਼ਟਰਪਤੀ ਦੇ ਸਾਹਮਣੇ ਪੇਸ਼ ਕਰਨ ਲਈ ਕਿਹਾ ਸੀ। ਹਾਲਾਂਕਿ ਸ਼ਾਮ ਸਮੇਂ ਇਨ੍ਹਾਂ ਹੁਕਮਾਂ 'ਤੇ ਰੋਕ ਲਗਾ ਦਿਤੀ ਗਈ। ਜਸਟਿਸ ਬੀ.ਆਰ. ਗਵਈ, ਜਸਟਿਸ ਪੀ.ਕੇ. ਮਿਸ਼ਰਾ ਅਤੇ ਜਸਟਿਸ ਕੇ.ਵੀ. ਵਿਸ਼ਵਨਾਥਨ ਦੀ ਬੈਂਚ ਨੇ ਸੋਮਵਾਰ ਸਵੇਰੇ ਜਾਰੀ ਹੁਕਮ 'ਚ ਰਾਸ਼ਟਰਪਤੀ ਮੁਰਮੂ ਨੂੰ ਦੋ ਹਫ਼ਤਿਆਂ ਦੇ ਅੰਦਰ ਰਾਜੋਆਣਾ ਦੀ ਰਹਿਮ ਪਟੀਸ਼ਨ 'ਤੇ ਵਿਚਾਰ ਕਰਨ ਦੀ ਅਪੀਲ ਵੀ ਕੀਤੀ bbox=[46, 1242, 186, 1454]
